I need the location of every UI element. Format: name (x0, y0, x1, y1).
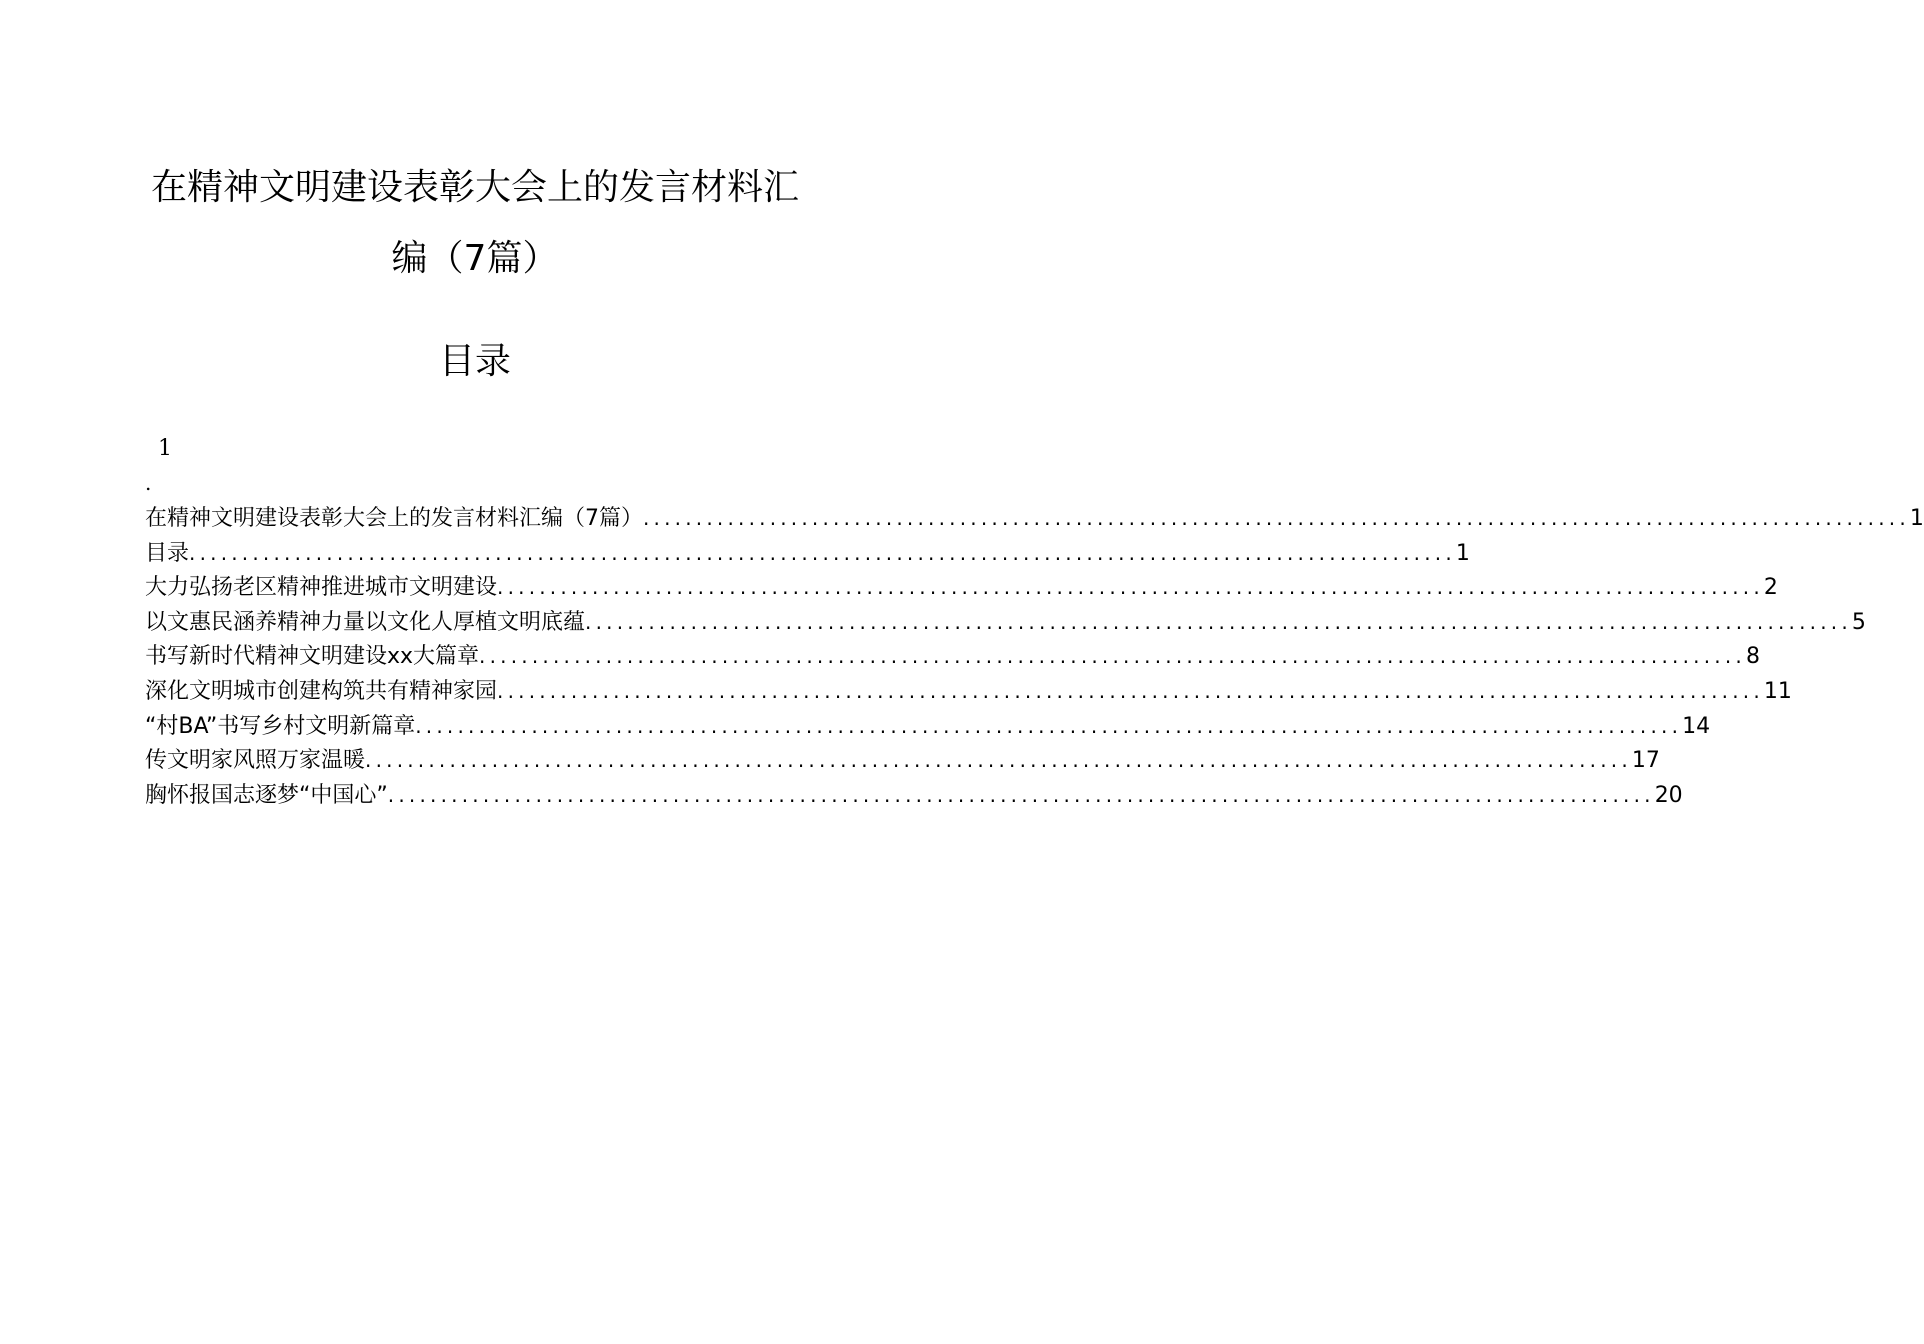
toc-dot-leader: ........................................................................................................................ (387, 782, 1655, 807)
toc-heading: 目录 (438, 341, 511, 382)
toc-entry-page: 17 (1631, 748, 1660, 774)
toc-entry[interactable] (145, 639, 1760, 674)
toc-entry-page: 8 (1745, 644, 1760, 670)
toc-entry-page: 5 (1851, 609, 1866, 635)
toc-entry[interactable] (145, 674, 1792, 709)
toc-entry-title: 传文明家风照万家温暖 (145, 748, 366, 774)
toc-entry-title: 胸怀报国志逐梦“中国心” (145, 782, 388, 808)
toc-entry-page: 14 (1682, 713, 1711, 739)
toc-dot-leader: ........................................................................................................................ (497, 678, 1764, 703)
toc-dot-leader: ........................................................................................................................ (365, 748, 1632, 773)
toc-entry[interactable] (145, 778, 1683, 813)
toc-entry-page: 1 (1909, 506, 1924, 531)
toc-dot-leader: ........................................................................................................................ (479, 644, 1746, 669)
toc-entry[interactable] (145, 709, 1711, 744)
toc-entry-title: 大力弘扬老区精神推进城市文明建设 (145, 575, 498, 601)
toc-entry-page: 1 (1455, 540, 1470, 566)
document-title-line-2: 编（7篇） (391, 238, 559, 279)
list-number-marker: 1 (158, 436, 172, 461)
toc-entry[interactable] (145, 743, 1660, 778)
toc-dot-leader: ........................................................................................................................ (585, 609, 1852, 634)
toc-entry[interactable] (145, 501, 1924, 536)
toc-entry-title: “村BA”书写乡村文明新篇章 (145, 713, 416, 739)
toc-dot-leader: ........................................................................................................................ (415, 713, 1683, 738)
toc-entry-page: 20 (1654, 782, 1683, 808)
toc-entry-page: 2 (1763, 575, 1778, 601)
toc-entry[interactable] (145, 536, 1470, 571)
toc-dot-leader: ........................................................................................................................ (643, 506, 1910, 530)
toc-entry-title: 在精神文明建设表彰大会上的发言材料汇编（7篇） (145, 506, 643, 531)
toc-entry-title: 书写新时代精神文明建设xx大篇章 (145, 644, 480, 670)
toc-dot-leader: ........................................................................................................................ (497, 575, 1764, 600)
toc-entry-title: 深化文明城市创建构筑共有精神家园 (145, 678, 498, 704)
document-title-line-1: 在精神文明建设表彰大会上的发言材料汇 (150, 167, 799, 208)
toc-entry-page: 11 (1763, 678, 1792, 704)
toc-entry[interactable] (145, 605, 1866, 640)
toc-entry-title: 目录 (145, 540, 190, 566)
table-of-contents (145, 501, 1924, 812)
toc-entry[interactable] (145, 570, 1778, 605)
toc-entry-title: 以文惠民涵养精神力量以文化人厚植文明底蕴 (145, 609, 586, 635)
toc-dot-leader: ........................................................................................................................ (189, 540, 1456, 565)
list-dot-marker: . (145, 471, 152, 495)
